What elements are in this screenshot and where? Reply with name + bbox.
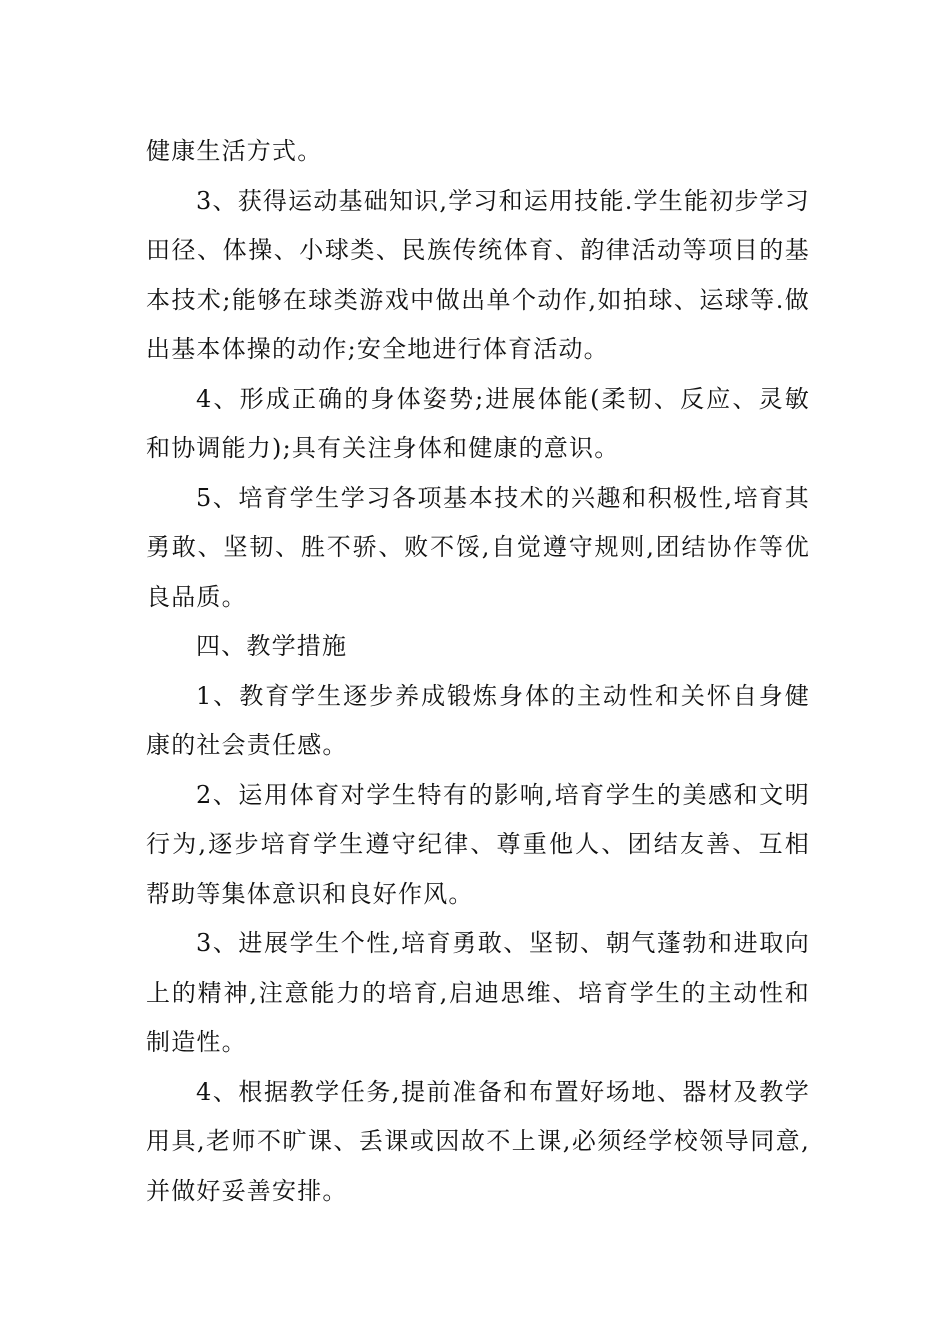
paragraph-item-4-posture: 4、形成正确的身体姿势;进展体能(柔韧、反应、灵敏和协调能力);具有关注身体和健康的意识。 [146, 384, 810, 462]
paragraph-measure-4: 4、根据教学任务,提前准备和布置好场地、器材及教学用具,老师不旷课、丢课或因故不上课,必须经学校领导同意,并做好妥善安排。 [146, 1077, 810, 1205]
paragraph-continuation: 健康生活方式。 [146, 137, 323, 165]
paragraph-item-3-skills: 3、获得运动基础知识,学习和运用技能.学生能初步学习田径、体操、小球类、民族传统体育、韵律活动等项目的基本技术;能够在球类游戏中做出单个动作,如拍球、运球等.做出基本体操的动作;安全地进行体育活动。 [146, 186, 810, 363]
paragraph-measure-1: 1、教育学生逐步养成锻炼身体的主动性和关怀自身健康的社会责任感。 [146, 681, 810, 759]
document-body [146, 127, 810, 1216]
paragraph-measure-2: 2、运用体育对学生特有的影响,培育学生的美感和文明行为,逐步培育学生遵守纪律、尊重他人、团结友善、互相帮助等集体意识和良好作风。 [146, 780, 810, 908]
paragraph-item-5-interest: 5、培育学生学习各项基本技术的兴趣和积极性,培育其勇敢、坚韧、胜不骄、败不馁,自觉遵守规则,团结协作等优良品质。 [146, 483, 810, 611]
paragraph-measure-3: 3、进展学生个性,培育勇敢、坚韧、朝气蓬勃和进取向上的精神,注意能力的培育,启迪思维、培育学生的主动性和制造性。 [146, 929, 810, 1056]
section-heading-teaching-measures: 四、教学措施 [196, 632, 348, 660]
